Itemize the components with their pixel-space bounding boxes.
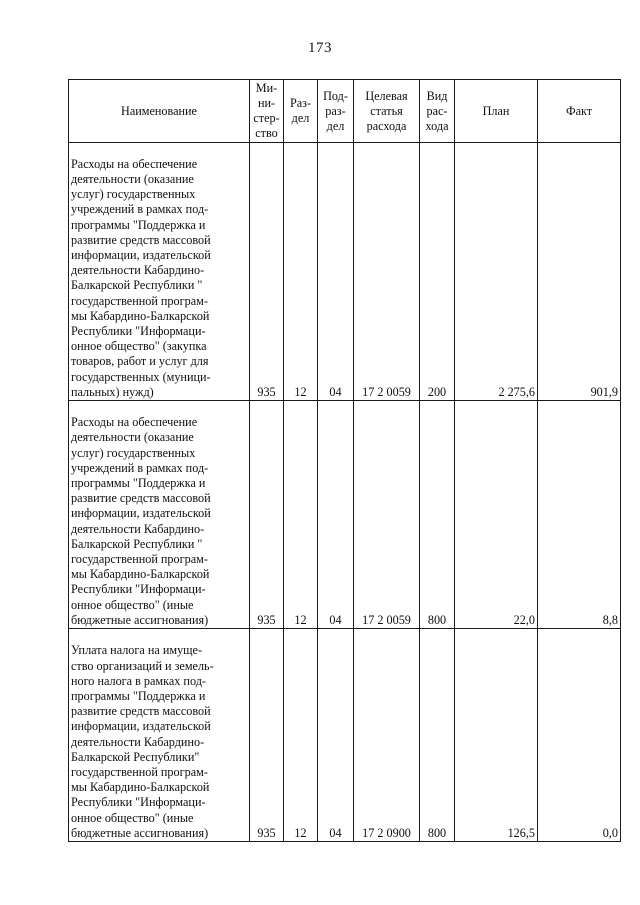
table-row [69,143,621,401]
row-fact: 8,8 [538,401,621,629]
row-expense-type: 800 [420,401,455,629]
budget-table [68,79,621,842]
row-plan: 22,0 [455,401,538,629]
row-ministry: 935 [250,143,284,401]
header-subsection: Под- раз- дел [318,80,354,143]
row-subsection: 04 [318,401,354,629]
row-plan: 2 275,6 [455,143,538,401]
row-target-article: 17 2 0059 [354,401,420,629]
header-name: Наименование [69,80,250,143]
row-fact: 0,0 [538,629,621,842]
row-ministry: 935 [250,629,284,842]
header-target-article: Целевая статья расхода [354,80,420,143]
header-ministry: Ми- ни- стер- ство [250,80,284,143]
row-expense-type: 200 [420,143,455,401]
header-plan: План [455,80,538,143]
row-target-article: 17 2 0900 [354,629,420,842]
row-section: 12 [284,143,318,401]
table-row [69,401,621,629]
table-header-row [69,80,621,143]
row-section: 12 [284,629,318,842]
row-target-article: 17 2 0059 [354,143,420,401]
row-ministry: 935 [250,401,284,629]
row-name: Уплата налога на имуще- ство организаций и земель- ного налога в рамках под- программы "Поддержка и развитие средств массовой информации, издательской деятельности Кабардино- Балкарской Республики" государственной програм- мы Кабардино-Балкарской Республики "Информаци- онное общество" (иные бюджетные ассигнования) [69,629,250,842]
header-expense-type: Вид рас- хода [420,80,455,143]
row-fact: 901,9 [538,143,621,401]
row-name: Расходы на обеспечение деятельности (оказание услуг) государственных учреждений в рамках под- программы "Поддержка и развитие средств массовой информации, издательской деятельности Кабардино- Балкарской Республики " государственной програм- мы Кабардино-Балкарской Республики "Информаци- онное общество" (закупка товаров, работ и услуг для государственных (муници- пальных) нужд) [69,143,250,401]
header-section: Раз- дел [284,80,318,143]
row-expense-type: 800 [420,629,455,842]
row-subsection: 04 [318,143,354,401]
page-number: 173 [308,40,332,56]
header-fact: Факт [538,80,621,143]
table-row [69,629,621,842]
row-subsection: 04 [318,629,354,842]
row-section: 12 [284,401,318,629]
row-name: Расходы на обеспечение деятельности (оказание услуг) государственных учреждений в рамках под- программы "Поддержка и развитие средств массовой информации, издательской деятельности Кабардино- Балкарской Республики " государственной програм- мы Кабардино-Балкарской Республики "Информаци- онное общество" (иные бюджетные ассигнования) [69,401,250,629]
row-plan: 126,5 [455,629,538,842]
